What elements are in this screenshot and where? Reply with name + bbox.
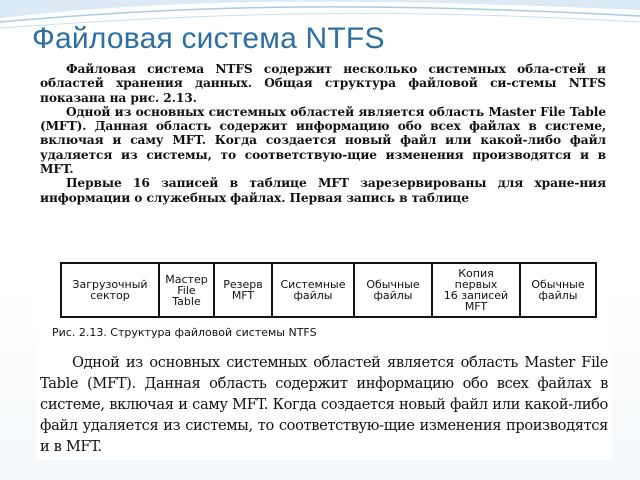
diagram-cell-system-files: Системные файлы <box>273 264 355 316</box>
scan2-paragraph: Одной из основных системных областей является область Master File Table (MFT). Данная область содержит информацию обо всех файлах в системе, включая и саму MFT. Когда создается новый файл или какой-либо файл удаляется из системы, то соответствую-щие изменения производятся и в MFT. <box>40 354 608 455</box>
scanned-text-2 <box>40 352 608 457</box>
diagram-cell-regular-files-1: Обычные файлы <box>355 264 433 316</box>
figure-caption: Рис. 2.13. Структура файловой системы NTFS <box>52 326 317 339</box>
scan-paragraph-3: Первые 16 записей в таблице MFT зарезервированы для хране-ния информации о служебных файлах. Первая запись в таблице <box>40 176 606 205</box>
scanned-page-excerpt-2 <box>36 344 612 460</box>
diagram-cell-boot-sector: Загрузочный сектор <box>62 264 160 316</box>
diagram-cell-mft-copy: Копия первых 16 записей MFT <box>433 264 521 316</box>
scan-paragraph-2: Одной из основных системных областей является область Master File Table (MFT). Данная область содержит информацию обо всех файлах в системе, включая и саму MFT. Когда создается новый файл или какой-либо файл удаляется из системы, то соответствую-щие изменения производятся и в MFT. <box>40 104 606 177</box>
scanned-page-excerpt <box>36 62 608 342</box>
scanned-text <box>40 62 606 205</box>
diagram-cell-regular-files-2: Обычные файлы <box>531 278 585 302</box>
slide-title: Файловая система NTFS <box>32 22 385 55</box>
diagram-cell-mft: Мастер File Table <box>160 264 215 316</box>
scan-paragraph-1: Файловая система NTFS содержит несколько системных обла-стей и областей хранения данных. Общая структура файловой си-стемы NTFS показана на рис. 2.13. <box>40 62 606 105</box>
ntfs-structure-diagram <box>60 262 597 318</box>
diagram-cell-mft-reserve: Резерв MFT <box>215 264 273 316</box>
